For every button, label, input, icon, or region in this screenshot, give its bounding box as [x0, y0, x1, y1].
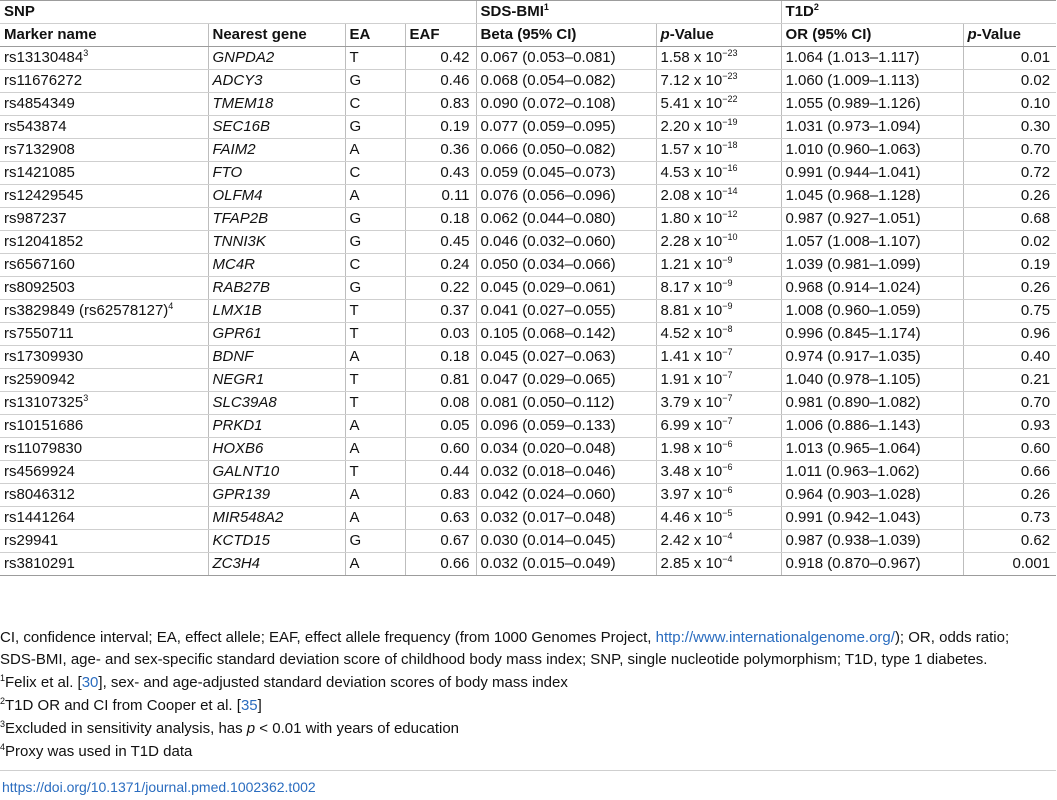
t1d-p-value-cell: 0.40 — [963, 346, 1056, 369]
beta-ci-cell: 0.032 (0.018–0.046) — [476, 461, 656, 484]
table-row — [0, 231, 1056, 254]
or-ci-cell: 1.045 (0.968–1.128) — [781, 185, 963, 208]
sds-p-value-cell: 3.48 x $10^{-6}$ — [656, 461, 781, 484]
col-beta: Beta (95% CI) — [476, 24, 656, 47]
sds-p-value-cell: 4.46 x $10^{-5}$ — [656, 507, 781, 530]
or-ci-cell: 1.013 (0.965–1.064) — [781, 438, 963, 461]
nearest-gene-cell: NEGR1 — [208, 369, 345, 392]
eaf-cell: 0.44 — [405, 461, 476, 484]
nearest-gene-cell: OLFM4 — [208, 185, 345, 208]
effect-allele-cell: T — [345, 369, 405, 392]
nearest-gene-cell: GNPDA2 — [208, 47, 345, 70]
effect-allele-cell: C — [345, 162, 405, 185]
nearest-gene-cell: MC4R — [208, 254, 345, 277]
or-ci-cell: 0.996 (0.845–1.174) — [781, 323, 963, 346]
marker-name-cell: rs3810291 — [0, 553, 208, 576]
eaf-cell: 0.43 — [405, 162, 476, 185]
t1d-p-value-cell: 0.73 — [963, 507, 1056, 530]
t1d-p-value-cell: 0.96 — [963, 323, 1056, 346]
effect-allele-cell: G — [345, 116, 405, 139]
sds-p-value-cell: 8.81 x $10^{-9}$ — [656, 300, 781, 323]
eaf-cell: 0.11 — [405, 185, 476, 208]
or-ci-cell: 0.918 (0.870–0.967) — [781, 553, 963, 576]
nearest-gene-cell: TMEM18 — [208, 93, 345, 116]
or-ci-cell: 1.064 (1.013–1.117) — [781, 47, 963, 70]
marker-name-cell: rs8092503 — [0, 277, 208, 300]
eaf-cell: 0.36 — [405, 139, 476, 162]
effect-allele-cell: A — [345, 185, 405, 208]
t1d-p-value-cell: 0.75 — [963, 300, 1056, 323]
sds-p-value-cell: 8.17 x $10^{-9}$ — [656, 277, 781, 300]
table-row — [0, 300, 1056, 323]
table-row — [0, 415, 1056, 438]
marker-name-cell: rs8046312 — [0, 484, 208, 507]
beta-ci-cell: 0.096 (0.059–0.133) — [476, 415, 656, 438]
col-p-value: p-Value — [656, 24, 781, 47]
sds-p-value-cell: 2.85 x $10^{-4}$ — [656, 553, 781, 576]
header-t1d-group: $T1D^2$ — [781, 1, 1056, 24]
effect-allele-cell: G — [345, 530, 405, 553]
beta-ci-cell: 0.068 (0.054–0.082) — [476, 70, 656, 93]
sds-p-value-cell: 3.97 x $10^{-6}$ — [656, 484, 781, 507]
or-ci-cell: 0.987 (0.927–1.051) — [781, 208, 963, 231]
or-ci-cell: 1.039 (0.981–1.099) — [781, 254, 963, 277]
eaf-cell: 0.08 — [405, 392, 476, 415]
or-ci-cell: 0.974 (0.917–1.035) — [781, 346, 963, 369]
nearest-gene-cell: BDNF — [208, 346, 345, 369]
table-row — [0, 70, 1056, 93]
or-ci-cell: 1.008 (0.960–1.059) — [781, 300, 963, 323]
nearest-gene-cell: TFAP2B — [208, 208, 345, 231]
sds-p-value-cell: 1.21 x $10^{-9}$ — [656, 254, 781, 277]
marker-name-cell: rs29941 — [0, 530, 208, 553]
marker-name-cell: rs11079830 — [0, 438, 208, 461]
beta-ci-cell: 0.081 (0.050–0.112) — [476, 392, 656, 415]
sds-p-value-cell: 1.58 x $10^{-23}$ — [656, 47, 781, 70]
nearest-gene-cell: FAIM2 — [208, 139, 345, 162]
abbreviations-line-1: CI, confidence interval; EA, effect allele; EAF, effect allele frequency (from 1000 Genomes Project, http://www.internationalgenome.org/); OR, odds ratio; — [0, 629, 1010, 646]
sds-p-value-cell: 1.41 x $10^{-7}$ — [656, 346, 781, 369]
sds-p-value-cell: 2.42 x $10^{-4}$ — [656, 530, 781, 553]
nearest-gene-cell: FTO — [208, 162, 345, 185]
beta-ci-cell: 0.030 (0.014–0.045) — [476, 530, 656, 553]
nearest-gene-cell: LMX1B — [208, 300, 345, 323]
abbreviations-line-2: SDS-BMI, age- and sex-specific standard deviation score of childhood body mass index; SNP, single nucleotide polymorphism; T1D, type 1 diabetes. — [0, 651, 988, 668]
ref-35-link[interactable]: 35 — [240, 697, 258, 714]
col-or: OR (95% CI) — [781, 24, 963, 47]
sds-p-value-cell: 2.28 x $10^{-10}$ — [656, 231, 781, 254]
t1d-p-value-cell: 0.93 — [963, 415, 1056, 438]
t1d-p-value-cell: 0.02 — [963, 231, 1056, 254]
or-ci-cell: 1.060 (1.009–1.113) — [781, 70, 963, 93]
sds-p-value-cell: 2.08 x $10^{-14}$ — [656, 185, 781, 208]
t1d-p-value-cell: 0.21 — [963, 369, 1056, 392]
sds-p-value-cell: 3.79 x $10^{-7}$ — [656, 392, 781, 415]
marker-name-cell: rs17309930 — [0, 346, 208, 369]
sds-p-value-cell: 1.80 x $10^{-12}$ — [656, 208, 781, 231]
t1d-p-value-cell: 0.60 — [963, 438, 1056, 461]
col-marker-name: Marker name — [0, 24, 208, 47]
table-row — [0, 507, 1056, 530]
t1d-p-value-cell: 0.26 — [963, 185, 1056, 208]
sds-p-value-cell: 7.12 x $10^{-23}$ — [656, 70, 781, 93]
t1d-p-value-cell: 0.70 — [963, 392, 1056, 415]
table-body — [0, 47, 1056, 576]
doi-link[interactable]: https://doi.org/10.1371/journal.pmed.1002362.t002 — [2, 779, 316, 795]
effect-allele-cell: G — [345, 277, 405, 300]
marker-name-cell: rs1421085 — [0, 162, 208, 185]
beta-ci-cell: 0.047 (0.029–0.065) — [476, 369, 656, 392]
eaf-cell: 0.18 — [405, 208, 476, 231]
beta-ci-cell: 0.032 (0.017–0.048) — [476, 507, 656, 530]
or-ci-cell: 1.011 (0.963–1.062) — [781, 461, 963, 484]
or-ci-cell: 1.031 (0.973–1.094) — [781, 116, 963, 139]
eaf-cell: 0.18 — [405, 346, 476, 369]
sds-p-value-cell: 4.53 x $10^{-16}$ — [656, 162, 781, 185]
t1d-p-value-cell: 0.72 — [963, 162, 1056, 185]
col-eaf: EAF — [405, 24, 476, 47]
eaf-cell: 0.19 — [405, 116, 476, 139]
doi-divider — [0, 770, 1056, 771]
or-ci-cell: 1.057 (1.008–1.107) — [781, 231, 963, 254]
beta-ci-cell: 0.050 (0.034–0.066) — [476, 254, 656, 277]
table-row — [0, 208, 1056, 231]
table-row — [0, 484, 1056, 507]
table-row — [0, 277, 1056, 300]
effect-allele-cell: T — [345, 323, 405, 346]
t1d-p-value-cell: 0.66 — [963, 461, 1056, 484]
sds-p-value-cell: 6.99 x $10^{-7}$ — [656, 415, 781, 438]
or-ci-cell: 0.991 (0.942–1.043) — [781, 507, 963, 530]
footnote-3: $^3$Excluded in sensitivity analysis, has p < 0.01 with years of education — [0, 719, 460, 737]
header-group-row — [0, 1, 1056, 24]
effect-allele-cell: G — [345, 208, 405, 231]
nearest-gene-cell: SEC16B — [208, 116, 345, 139]
marker-name-cell: rs13130484$^3$ — [0, 47, 208, 70]
eaf-cell: 0.83 — [405, 484, 476, 507]
eaf-cell: 0.67 — [405, 530, 476, 553]
eaf-cell: 0.45 — [405, 231, 476, 254]
sds-p-value-cell: 1.57 x $10^{-18}$ — [656, 139, 781, 162]
t1d-p-value-cell: 0.19 — [963, 254, 1056, 277]
effect-allele-cell: C — [345, 254, 405, 277]
table-row — [0, 392, 1056, 415]
marker-name-cell: rs4569924 — [0, 461, 208, 484]
nearest-gene-cell: GALNT10 — [208, 461, 345, 484]
marker-name-cell: rs4854349 — [0, 93, 208, 116]
eaf-cell: 0.37 — [405, 300, 476, 323]
marker-name-cell: rs10151686 — [0, 415, 208, 438]
marker-name-cell: rs12429545 — [0, 185, 208, 208]
eaf-cell: 0.63 — [405, 507, 476, 530]
beta-ci-cell: 0.059 (0.045–0.073) — [476, 162, 656, 185]
effect-allele-cell: T — [345, 461, 405, 484]
beta-ci-cell: 0.067 (0.053–0.081) — [476, 47, 656, 70]
eaf-cell: 0.60 — [405, 438, 476, 461]
or-ci-cell: 0.981 (0.890–1.082) — [781, 392, 963, 415]
table-row — [0, 323, 1056, 346]
table-row — [0, 369, 1056, 392]
ref-30-link[interactable]: 30 — [81, 674, 99, 691]
nearest-gene-cell: TNNI3K — [208, 231, 345, 254]
eaf-cell: 0.42 — [405, 47, 476, 70]
nearest-gene-cell: SLC39A8 — [208, 392, 345, 415]
t1d-p-value-cell: 0.62 — [963, 530, 1056, 553]
table-row — [0, 438, 1056, 461]
nearest-gene-cell: GPR61 — [208, 323, 345, 346]
marker-name-cell: rs2590942 — [0, 369, 208, 392]
effect-allele-cell: A — [345, 438, 405, 461]
col-ea: EA — [345, 24, 405, 47]
or-ci-cell: 0.964 (0.903–1.028) — [781, 484, 963, 507]
beta-ci-cell: 0.076 (0.056–0.096) — [476, 185, 656, 208]
eaf-cell: 0.05 — [405, 415, 476, 438]
or-ci-cell: 1.006 (0.886–1.143) — [781, 415, 963, 438]
marker-name-cell: rs3829849 $(rs62578127)^4$ — [0, 300, 208, 323]
effect-allele-cell: A — [345, 346, 405, 369]
table-row — [0, 162, 1056, 185]
nearest-gene-cell: ADCY3 — [208, 70, 345, 93]
effect-allele-cell: A — [345, 139, 405, 162]
marker-name-cell: rs7550711 — [0, 323, 208, 346]
col-nearest-gene: Nearest gene — [208, 24, 345, 47]
table-row — [0, 139, 1056, 162]
eaf-cell: 0.81 — [405, 369, 476, 392]
or-ci-cell: 0.968 (0.914–1.024) — [781, 277, 963, 300]
t1d-p-value-cell: 0.26 — [963, 277, 1056, 300]
header-snp-group: SNP — [0, 1, 476, 24]
or-ci-cell: 1.055 (0.989–1.126) — [781, 93, 963, 116]
sds-p-value-cell: 5.41 x $10^{-22}$ — [656, 93, 781, 116]
nearest-gene-cell: MIR548A2 — [208, 507, 345, 530]
table-row — [0, 530, 1056, 553]
eaf-cell: 0.83 — [405, 93, 476, 116]
effect-allele-cell: A — [345, 484, 405, 507]
beta-ci-cell: 0.045 (0.029–0.061) — [476, 277, 656, 300]
nearest-gene-cell: ZC3H4 — [208, 553, 345, 576]
effect-allele-cell: A — [345, 415, 405, 438]
nearest-gene-cell: GPR139 — [208, 484, 345, 507]
marker-name-cell: rs12041852 — [0, 231, 208, 254]
beta-ci-cell: 0.105 (0.068–0.142) — [476, 323, 656, 346]
effect-allele-cell: T — [345, 300, 405, 323]
table-row — [0, 116, 1056, 139]
header-column-row — [0, 24, 1056, 47]
sds-p-value-cell: 1.98 x $10^{-6}$ — [656, 438, 781, 461]
genomes-link[interactable]: http://www.internationalgenome.org/ — [655, 629, 895, 646]
beta-ci-cell: 0.041 (0.027–0.055) — [476, 300, 656, 323]
eaf-cell: 0.03 — [405, 323, 476, 346]
nearest-gene-cell: PRKD1 — [208, 415, 345, 438]
footnote-1: $^1$Felix et al. [30], sex- and age-adjusted standard deviation scores of body mass index — [0, 673, 568, 691]
beta-ci-cell: 0.042 (0.024–0.060) — [476, 484, 656, 507]
or-ci-cell: 0.991 (0.944–1.041) — [781, 162, 963, 185]
eaf-cell: 0.24 — [405, 254, 476, 277]
effect-allele-cell: A — [345, 553, 405, 576]
table-row — [0, 553, 1056, 576]
beta-ci-cell: 0.090 (0.072–0.108) — [476, 93, 656, 116]
table-row — [0, 93, 1056, 116]
effect-allele-cell: G — [345, 70, 405, 93]
table-row — [0, 461, 1056, 484]
table-row — [0, 254, 1056, 277]
beta-ci-cell: 0.066 (0.050–0.082) — [476, 139, 656, 162]
sds-p-value-cell: 2.20 x $10^{-19}$ — [656, 116, 781, 139]
marker-name-cell: rs13107325$^3$ — [0, 392, 208, 415]
marker-name-cell: rs6567160 — [0, 254, 208, 277]
marker-name-cell: rs543874 — [0, 116, 208, 139]
effect-allele-cell: C — [345, 93, 405, 116]
or-ci-cell: 1.040 (0.978–1.105) — [781, 369, 963, 392]
t1d-p-value-cell: 0.001 — [963, 553, 1056, 576]
footnote-4: $^4$Proxy was used in T1D data — [0, 742, 193, 760]
marker-name-cell: rs1441264 — [0, 507, 208, 530]
marker-name-cell: rs11676272 — [0, 70, 208, 93]
beta-ci-cell: 0.046 (0.032–0.060) — [476, 231, 656, 254]
t1d-p-value-cell: 0.10 — [963, 93, 1056, 116]
beta-ci-cell: 0.045 (0.027–0.063) — [476, 346, 656, 369]
beta-ci-cell: 0.077 (0.059–0.095) — [476, 116, 656, 139]
t1d-p-value-cell: 0.70 — [963, 139, 1056, 162]
nearest-gene-cell: KCTD15 — [208, 530, 345, 553]
or-ci-cell: 0.987 (0.938–1.039) — [781, 530, 963, 553]
sds-p-value-cell: 4.52 x $10^{-8}$ — [656, 323, 781, 346]
beta-ci-cell: 0.032 (0.015–0.049) — [476, 553, 656, 576]
eaf-cell: 0.66 — [405, 553, 476, 576]
effect-allele-cell: T — [345, 392, 405, 415]
sds-p-value-cell: 1.91 x $10^{-7}$ — [656, 369, 781, 392]
eaf-cell: 0.22 — [405, 277, 476, 300]
effect-allele-cell: A — [345, 507, 405, 530]
effect-allele-cell: G — [345, 231, 405, 254]
eaf-cell: 0.46 — [405, 70, 476, 93]
table-row — [0, 346, 1056, 369]
beta-ci-cell: 0.034 (0.020–0.048) — [476, 438, 656, 461]
marker-name-cell: rs987237 — [0, 208, 208, 231]
table-row — [0, 185, 1056, 208]
t1d-p-value-cell: 0.01 — [963, 47, 1056, 70]
effect-allele-cell: T — [345, 47, 405, 70]
col-t1d-p-value: p-Value — [963, 24, 1056, 47]
nearest-gene-cell: RAB27B — [208, 277, 345, 300]
t1d-p-value-cell: 0.30 — [963, 116, 1056, 139]
t1d-p-value-cell: 0.68 — [963, 208, 1056, 231]
t1d-p-value-cell: 0.02 — [963, 70, 1056, 93]
marker-name-cell: rs7132908 — [0, 139, 208, 162]
table-footnotes — [0, 627, 1056, 763]
footnote-2: $^2$T1D OR and CI from Cooper et al. [35] — [0, 696, 262, 714]
header-sds-bmi-group: SDS-BMI$^1$ — [476, 1, 781, 24]
or-ci-cell: 1.010 (0.960–1.063) — [781, 139, 963, 162]
beta-ci-cell: 0.062 (0.044–0.080) — [476, 208, 656, 231]
nearest-gene-cell: HOXB6 — [208, 438, 345, 461]
table-row — [0, 47, 1056, 70]
t1d-p-value-cell: 0.26 — [963, 484, 1056, 507]
